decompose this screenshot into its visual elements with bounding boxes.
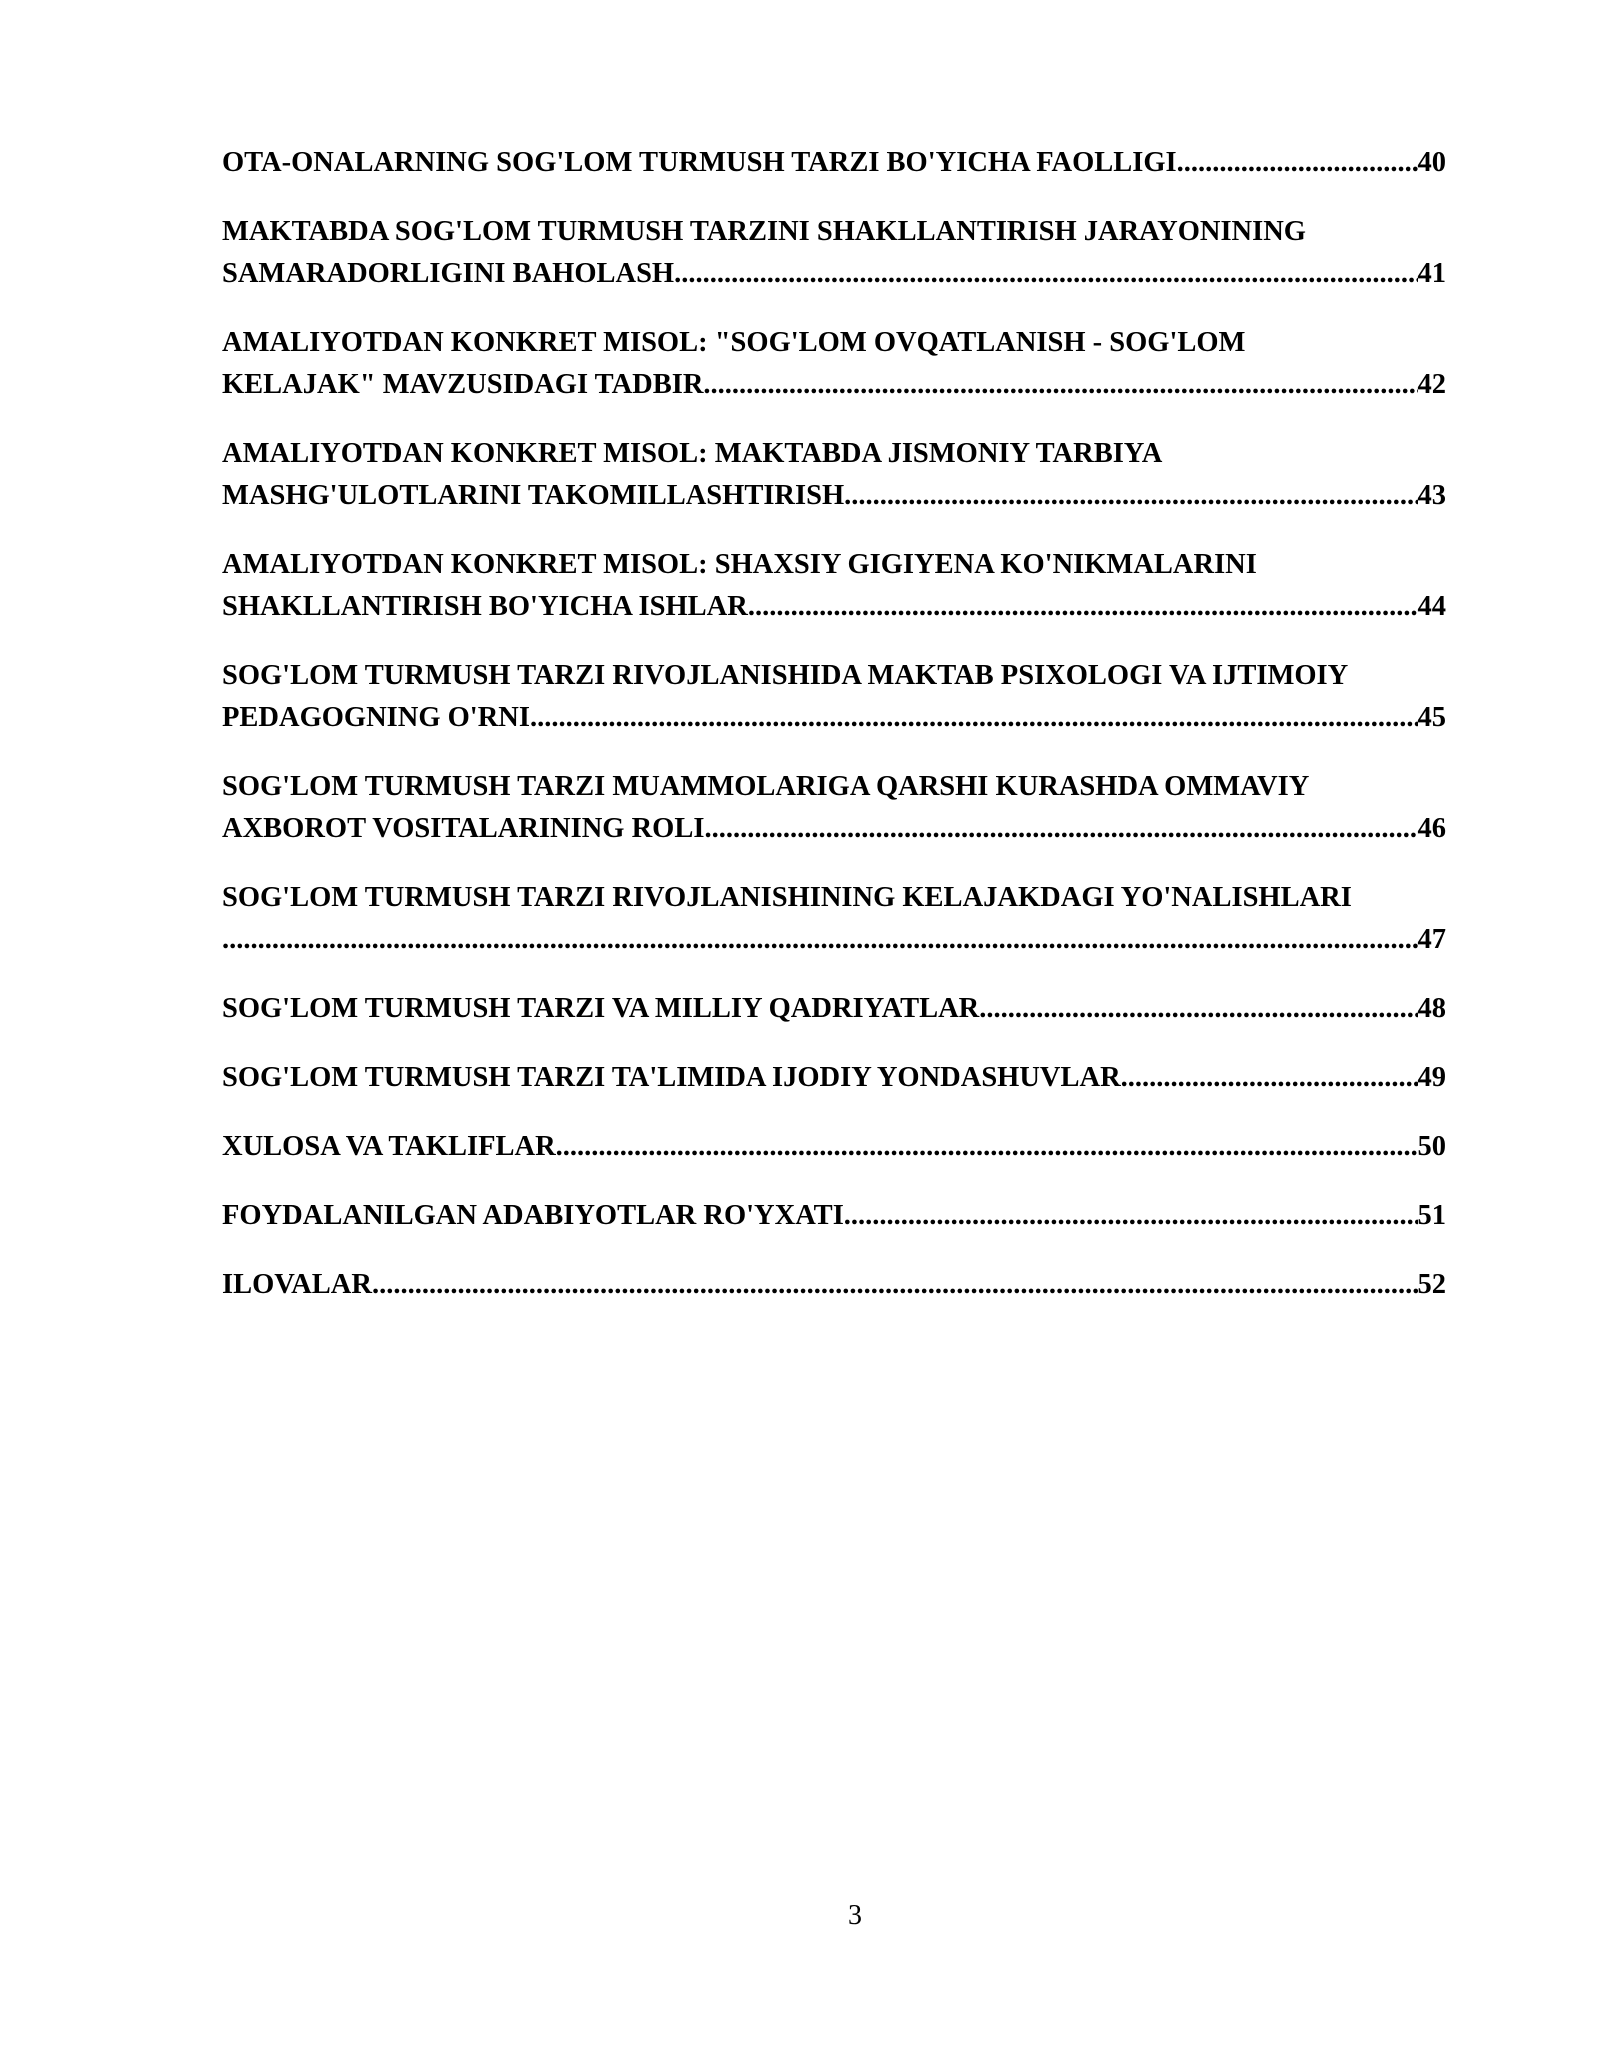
toc-leader-dots	[704, 808, 1417, 850]
toc-entry[interactable]	[222, 988, 1446, 1030]
toc-entry[interactable]	[222, 1195, 1446, 1237]
toc-entry-title-line2: PEDAGOGNING O'RNI	[222, 702, 530, 733]
toc-page-number: 48	[1417, 993, 1446, 1024]
toc-leader-dots	[844, 475, 1417, 517]
toc-page-number: 51	[1417, 1200, 1446, 1231]
toc-entry-line	[222, 1195, 1446, 1237]
toc-entry-line	[222, 586, 1446, 628]
toc-leader-dots	[372, 1264, 1418, 1306]
toc-leader-dots	[222, 919, 1418, 961]
toc-entry-title-line1: SOG'LOM TURMUSH TARZI MUAMMOLARIGA QARSHI KURASHDA OMMAVIY	[222, 771, 1310, 802]
toc-entry-title: SOG'LOM TURMUSH TARZI VA MILLIY QADRIYATLAR	[222, 993, 980, 1024]
toc-leader-dots	[844, 1195, 1418, 1237]
toc-entry[interactable]	[222, 1057, 1446, 1099]
toc-leader-dots	[703, 364, 1417, 406]
toc-entry-line	[222, 919, 1446, 961]
toc-entry-line	[222, 364, 1446, 406]
toc-leader-dots	[979, 988, 1417, 1030]
toc-leader-dots	[674, 253, 1417, 295]
toc-entry-title-line1: SOG'LOM TURMUSH TARZI RIVOJLANISHIDA MAKTAB PSIXOLOGI VA IJTIMOIY	[222, 660, 1349, 691]
toc-page-number: 42	[1417, 369, 1446, 400]
toc-entry[interactable]	[222, 544, 1446, 628]
toc-entry-title-line1: SOG'LOM TURMUSH TARZI RIVOJLANISHINING KELAJAKDAGI YO'NALISHLARI	[222, 882, 1352, 913]
toc-page-number: 41	[1417, 258, 1446, 289]
toc-entry-title: XULOSA VA TAKLIFLAR	[222, 1131, 556, 1162]
toc-entry-line	[222, 1057, 1446, 1099]
toc-entry-title: FOYDALANILGAN ADABIYOTLAR RO'YXATI	[222, 1200, 844, 1231]
toc-page-number: 45	[1417, 702, 1446, 733]
toc-page-number: 49	[1417, 1062, 1446, 1093]
toc-leader-dots	[1177, 142, 1418, 184]
toc-leader-dots	[530, 697, 1418, 739]
toc-entry-title-line2: SAMARADORLIGINI BAHOLASH	[222, 258, 675, 289]
toc-entry-title-line2: MASHG'ULOTLARINI TAKOMILLASHTIRISH	[222, 480, 845, 511]
toc-entry-line	[222, 1264, 1446, 1306]
toc-entry-line	[222, 142, 1446, 184]
toc-entry-title-line1: AMALIYOTDAN KONKRET MISOL: SHAXSIY GIGIYENA KO'NIKMALARINI	[222, 549, 1257, 580]
toc-entry-line	[222, 475, 1446, 517]
toc-page-number: 52	[1417, 1269, 1446, 1300]
toc-entry-title: OTA-ONALARNING SOG'LOM TURMUSH TARZI BO'YICHA FAOLLIGI	[222, 147, 1177, 178]
toc-entry-title-line1: AMALIYOTDAN KONKRET MISOL: "SOG'LOM OVQATLANISH - SOG'LOM	[222, 327, 1246, 358]
toc-leader-dots	[748, 586, 1418, 628]
toc-entry[interactable]	[222, 877, 1446, 961]
toc-entry[interactable]	[222, 322, 1446, 406]
toc-entry-title: ILOVALAR	[222, 1269, 372, 1300]
toc-entry-line	[222, 988, 1446, 1030]
toc-entry[interactable]	[222, 211, 1446, 295]
toc-entry-line	[222, 1126, 1446, 1168]
toc-entry[interactable]	[222, 1264, 1446, 1306]
toc-page-number: 50	[1417, 1131, 1446, 1162]
toc-page-number: 43	[1417, 480, 1446, 511]
toc-entry-title: SOG'LOM TURMUSH TARZI TA'LIMIDA IJODIY YONDASHUVLAR	[222, 1062, 1121, 1093]
toc-entry-title-line1: AMALIYOTDAN KONKRET MISOL: MAKTABDA JISMONIY TARBIYA	[222, 438, 1163, 469]
toc-entry[interactable]	[222, 142, 1446, 184]
toc-entry-title-line1: MAKTABDA SOG'LOM TURMUSH TARZINI SHAKLLANTIRISH JARAYONINING	[222, 216, 1306, 247]
toc-leader-dots	[1121, 1057, 1418, 1099]
toc-entry-line	[222, 253, 1446, 295]
toc-entry-title-line2: KELAJAK" MAVZUSIDAGI TADBIR	[222, 369, 704, 400]
toc-entry[interactable]	[222, 655, 1446, 739]
toc-entry-title-line2: SHAKLLANTIRISH BO'YICHA ISHLAR	[222, 591, 748, 622]
toc-page-number: 40	[1417, 147, 1446, 178]
table-of-contents	[222, 142, 1446, 1333]
toc-entry-line	[222, 808, 1446, 850]
toc-page-number: 46	[1417, 813, 1446, 844]
toc-entry[interactable]	[222, 433, 1446, 517]
toc-entry-title-line2: AXBOROT VOSITALARINING ROLI	[222, 813, 705, 844]
toc-page-number: 44	[1417, 591, 1446, 622]
toc-page-number: 47	[1417, 924, 1446, 955]
toc-entry[interactable]	[222, 766, 1446, 850]
toc-leader-dots	[556, 1126, 1418, 1168]
page-number: 3	[848, 1900, 862, 1931]
toc-entry[interactable]	[222, 1126, 1446, 1168]
toc-entry-line	[222, 697, 1446, 739]
